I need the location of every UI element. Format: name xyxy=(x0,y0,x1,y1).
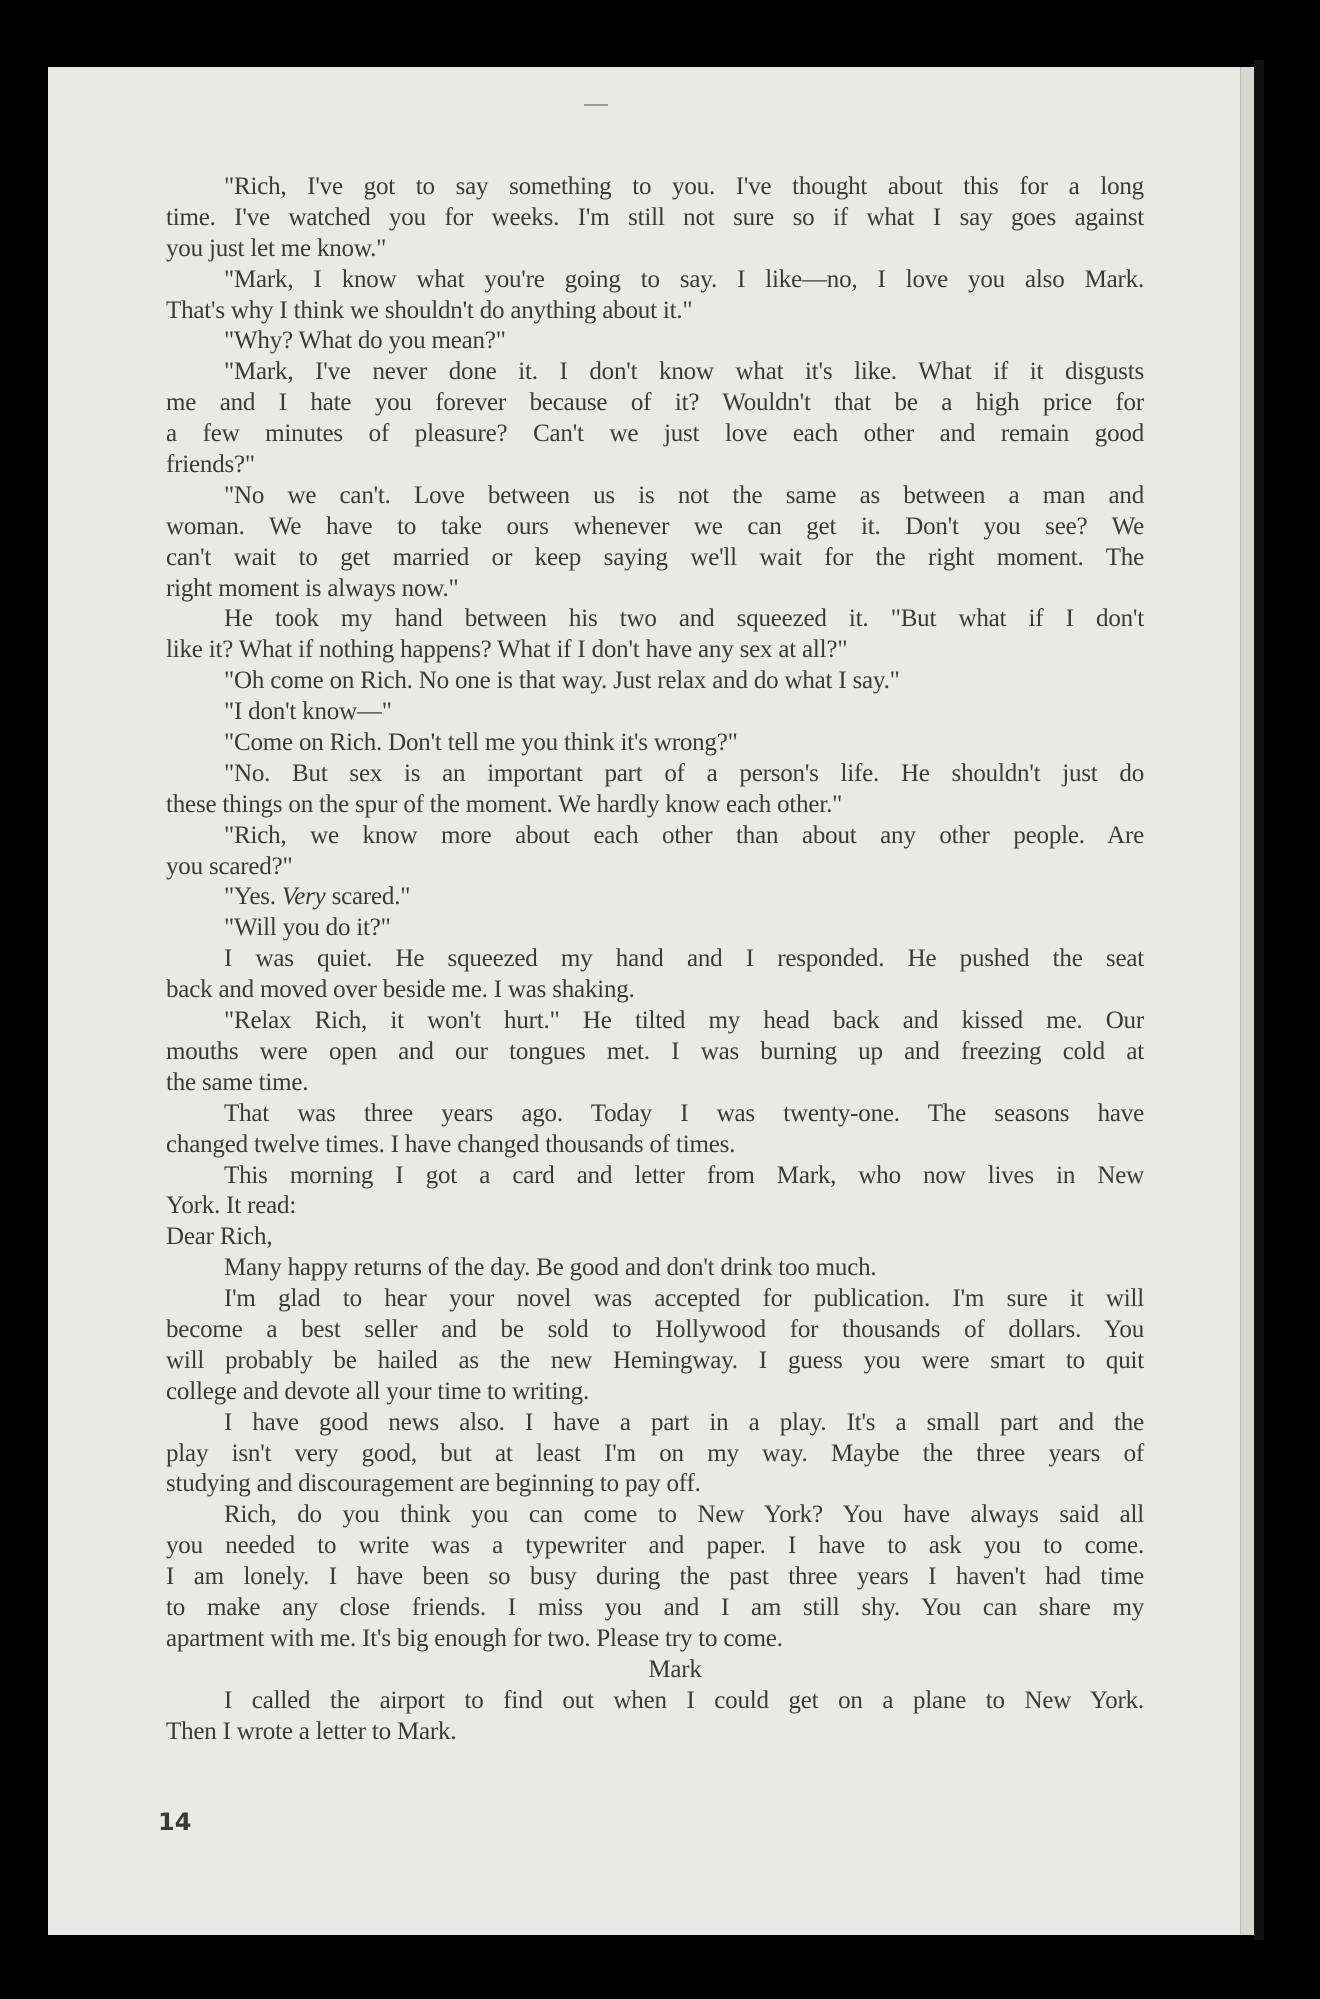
paragraph xyxy=(166,265,1144,327)
text-line: like it? What if nothing happens? What if I don't have any sex at all?" xyxy=(166,636,848,664)
text-line: Many happy returns of the day. Be good and don't drink too much. xyxy=(224,1254,877,1282)
text-line: play isn't very good, but at least I'm on my way. Maybe the three years of xyxy=(166,1439,1144,1467)
text-line: Dear Rich, xyxy=(166,1223,273,1251)
text-line: "Rich, I've got to say something to you. I've thought about this for a long xyxy=(224,173,1144,200)
text-line: "I don't know—" xyxy=(224,698,392,726)
text-line: Rich, do you think you can come to New York? You have always said all xyxy=(224,1501,1144,1529)
paragraph xyxy=(166,1253,1144,1284)
text-line: That's why I think we shouldn't do anything about it." xyxy=(166,296,693,324)
top-mark xyxy=(584,104,608,106)
text-line: become a best seller and be sold to Hollywood for thousands of dollars. You xyxy=(166,1315,1144,1343)
text-line: "Mark, I've never done it. I don't know what it's like. What if it disgusts xyxy=(224,358,1144,386)
page-edge xyxy=(1240,67,1255,1935)
text-line: Then I wrote a letter to Mark. xyxy=(166,1717,457,1745)
text-line: friends?" xyxy=(166,451,255,479)
paragraph xyxy=(166,697,1144,728)
text-line: I called the airport to find out when I could get on a plane to New York. xyxy=(224,1686,1144,1714)
text-line: can't wait to get married or keep saying we'll wait for the right moment. The xyxy=(166,543,1144,571)
text-line: time. I've watched you for weeks. I'm still not sure so if what I say goes against xyxy=(166,203,1144,231)
paragraph xyxy=(166,604,1144,666)
paragraph xyxy=(166,821,1144,883)
text-line: you just let me know." xyxy=(166,234,387,262)
text-span: "Yes. xyxy=(224,883,282,911)
text-line: will probably be hailed as the new Hemingway. I guess you were smart to quit xyxy=(166,1346,1144,1374)
text-line: mouths were open and our tongues met. I was burning up and freezing cold at xyxy=(166,1037,1144,1065)
paragraph xyxy=(166,1222,1144,1253)
text-line: This morning I got a card and letter from Mark, who now lives in New xyxy=(224,1161,1144,1189)
paragraph xyxy=(166,1686,1144,1748)
text-line: woman. We have to take ours whenever we can get it. Don't you see? We xyxy=(166,512,1144,540)
paragraph xyxy=(166,913,1144,944)
text-line: studying and discouragement are beginning to pay off. xyxy=(166,1470,701,1498)
text-line: "Rich, we know more about each other than about any other people. Are xyxy=(224,821,1144,849)
paragraph xyxy=(166,172,1144,265)
paragraph xyxy=(166,882,1144,913)
body-text xyxy=(166,172,1144,1747)
paragraph xyxy=(166,1099,1144,1161)
text-line: "Will you do it?" xyxy=(224,914,391,942)
text-line: you needed to write was a typewriter and paper. I have to ask you to come. xyxy=(166,1532,1144,1560)
text-line: I am lonely. I have been so busy during the past three years I haven't had time xyxy=(166,1563,1144,1591)
text-line: I'm glad to hear your novel was accepted for publication. I'm sure it will xyxy=(224,1285,1144,1313)
paragraph xyxy=(166,1284,1144,1408)
text-line: a few minutes of pleasure? Can't we just love each other and remain good xyxy=(166,420,1144,448)
paragraph xyxy=(166,728,1144,759)
page-number: 14 xyxy=(158,1808,192,1836)
text-line: to make any close friends. I miss you and I am still shy. You can share my xyxy=(166,1593,1144,1621)
text-line: I have good news also. I have a part in a play. It's a small part and the xyxy=(224,1408,1144,1436)
text-line: me and I hate you forever because of it? Wouldn't that be a high price for xyxy=(166,389,1144,417)
text-line: apartment with me. It's big enough for two. Please try to come. xyxy=(166,1624,783,1652)
paragraph xyxy=(166,1006,1144,1099)
text-line: That was three years ago. Today I was twenty-one. The seasons have xyxy=(224,1099,1144,1127)
paragraph xyxy=(166,481,1144,605)
text-line: college and devote all your time to writing. xyxy=(166,1377,590,1405)
text-line: York. It read: xyxy=(166,1192,297,1220)
paragraph xyxy=(166,1161,1144,1223)
text-line: "Why? What do you mean?" xyxy=(224,327,506,355)
emphasis: Very xyxy=(281,883,326,911)
paragraph xyxy=(166,1500,1144,1654)
binding-shadow xyxy=(1254,60,1264,1940)
text-line: back and moved over beside me. I was shaking. xyxy=(166,976,635,1004)
text-line: changed twelve times. I have changed thousands of times. xyxy=(166,1130,736,1158)
text-line: right moment is always now." xyxy=(166,574,459,602)
text-span: scared." xyxy=(325,883,411,911)
text-line: "No we can't. Love between us is not the same as between a man and xyxy=(224,481,1144,509)
text-line: He took my hand between his two and squeezed it. "But what if I don't xyxy=(224,605,1144,633)
text-line: "Oh come on Rich. No one is that way. Just relax and do what I say." xyxy=(224,667,900,695)
text-line: "Relax Rich, it won't hurt." He tilted my head back and kissed me. Our xyxy=(224,1007,1144,1035)
text-line: these things on the spur of the moment. We hardly know each other." xyxy=(166,790,843,818)
paragraph xyxy=(166,357,1144,481)
paragraph xyxy=(166,666,1144,697)
text-line: "Mark, I know what you're going to say. I like—no, I love you also Mark. xyxy=(224,265,1144,293)
text-line: the same time. xyxy=(166,1068,309,1096)
text-line xyxy=(166,882,1144,913)
text-line: you scared?" xyxy=(166,852,293,880)
text-line: "No. But sex is an important part of a person's life. He shouldn't just do xyxy=(224,759,1144,787)
paragraph xyxy=(166,944,1144,1006)
text-line: "Come on Rich. Don't tell me you think it's wrong?" xyxy=(224,729,738,757)
paragraph xyxy=(166,1408,1144,1501)
paragraph xyxy=(166,759,1144,821)
text-line: Mark xyxy=(648,1655,702,1683)
paragraph xyxy=(166,326,1144,357)
text-line: I was quiet. He squeezed my hand and I responded. He pushed the seat xyxy=(224,945,1144,973)
signature xyxy=(166,1655,1144,1686)
